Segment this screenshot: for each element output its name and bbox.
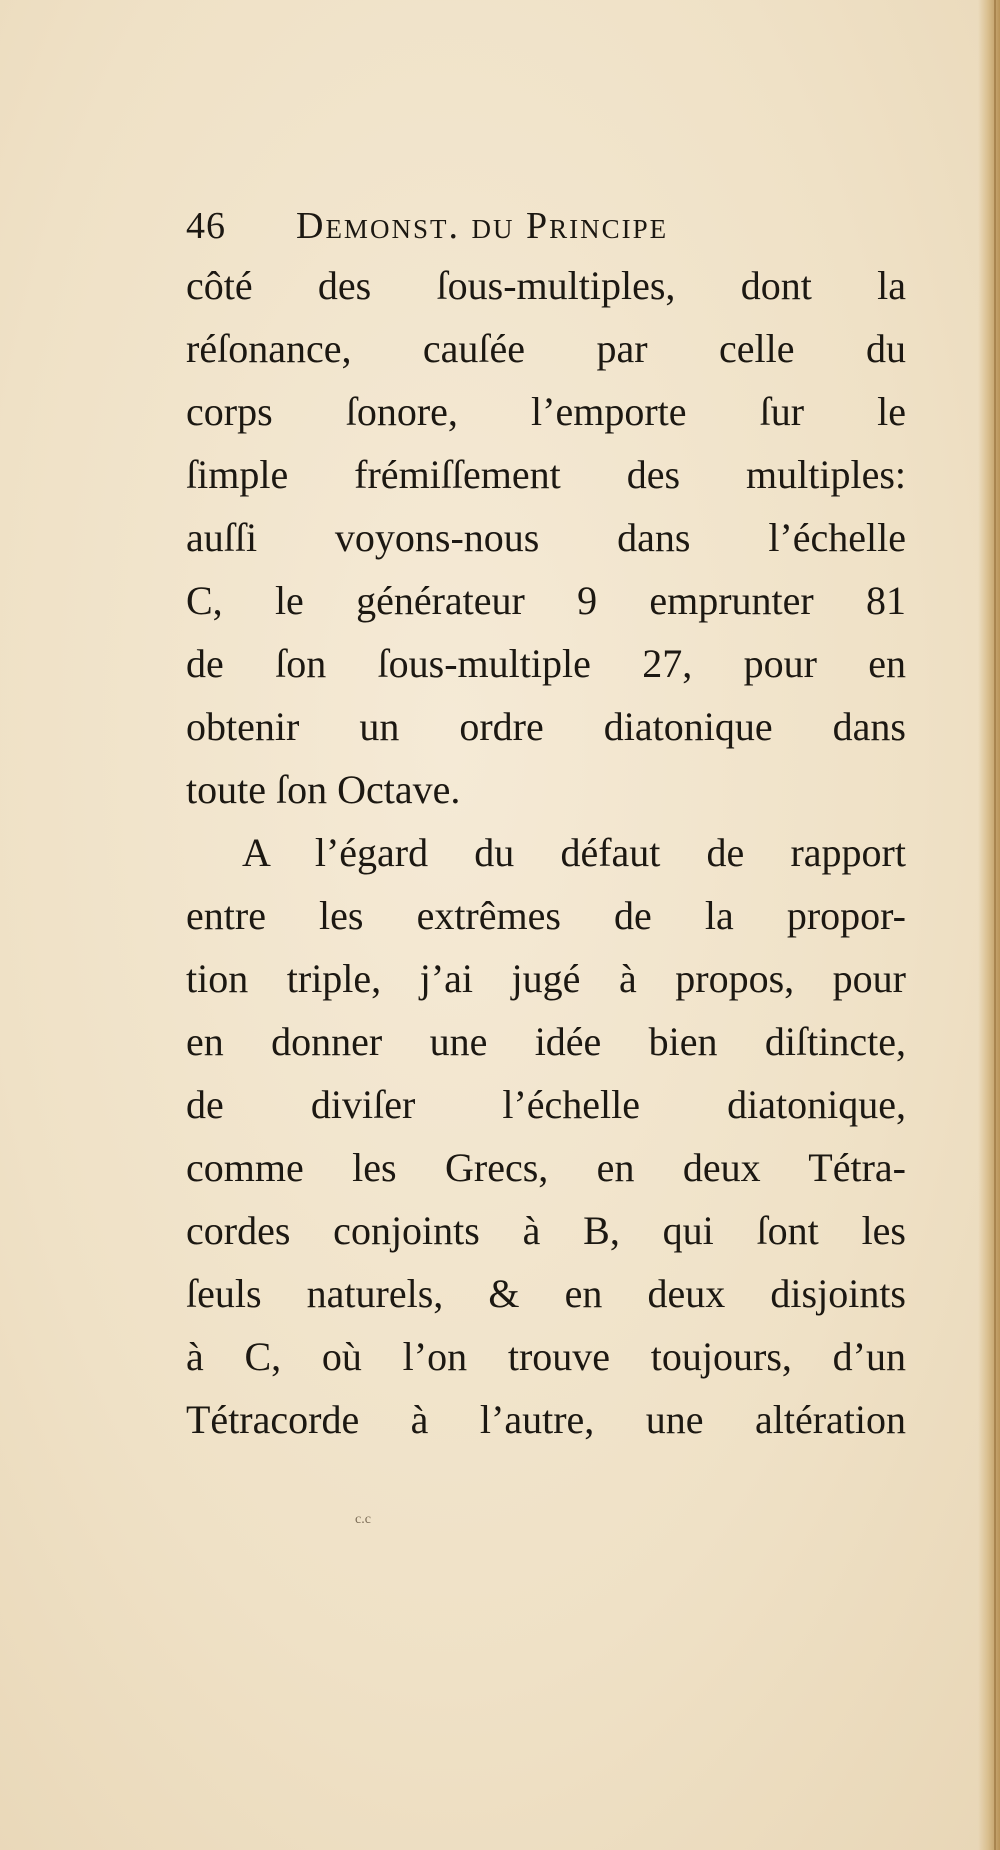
page-edge (978, 0, 1000, 1850)
page-number: 46 (186, 205, 226, 247)
text-line: réſonance, cauſée par celle du (186, 326, 906, 371)
text-line: corps ſonore, l’emporte ſur le (186, 389, 906, 434)
text-line: comme les Grecs, en deux Tétra- (186, 1145, 906, 1190)
text-line: auſſi voyons-nous dans l’échelle (186, 515, 906, 560)
page-header (186, 196, 906, 254)
text-line: cordes conjoints à B, qui ſont les (186, 1208, 906, 1253)
text-line: ſimple frémiſſement des multiples: (186, 452, 906, 497)
text-line: à C, où l’on trouve toujours, d’un (186, 1334, 906, 1379)
text-line: C, le générateur 9 emprunter 81 (186, 578, 906, 623)
text-line: de diviſer l’échelle diatonique, (186, 1082, 906, 1127)
paragraph-start-line: A l’égard du défaut de rapport (242, 830, 906, 875)
text-line: en donner une idée bien diſtincte, (186, 1019, 906, 1064)
text-line: obtenir un ordre diatonique dans (186, 704, 906, 749)
text-line: toute ſon Octave. (186, 767, 461, 812)
text-line: tion triple, j’ai jugé à propos, pour (186, 956, 906, 1001)
text-line: entre les extrêmes de la propor- (186, 893, 906, 938)
text-line: de ſon ſous-multiple 27, pour en (186, 641, 906, 686)
text-line: côté des ſous-multiples, dont la (186, 263, 906, 308)
printer-ornament: c.c (355, 1512, 371, 1527)
page-text (186, 196, 906, 1451)
text-line: Tétracorde à l’autre, une altération (186, 1397, 906, 1442)
running-title: Demonst. du Principe (296, 205, 669, 247)
text-line: ſeuls naturels, & en deux disjoints (186, 1271, 906, 1316)
